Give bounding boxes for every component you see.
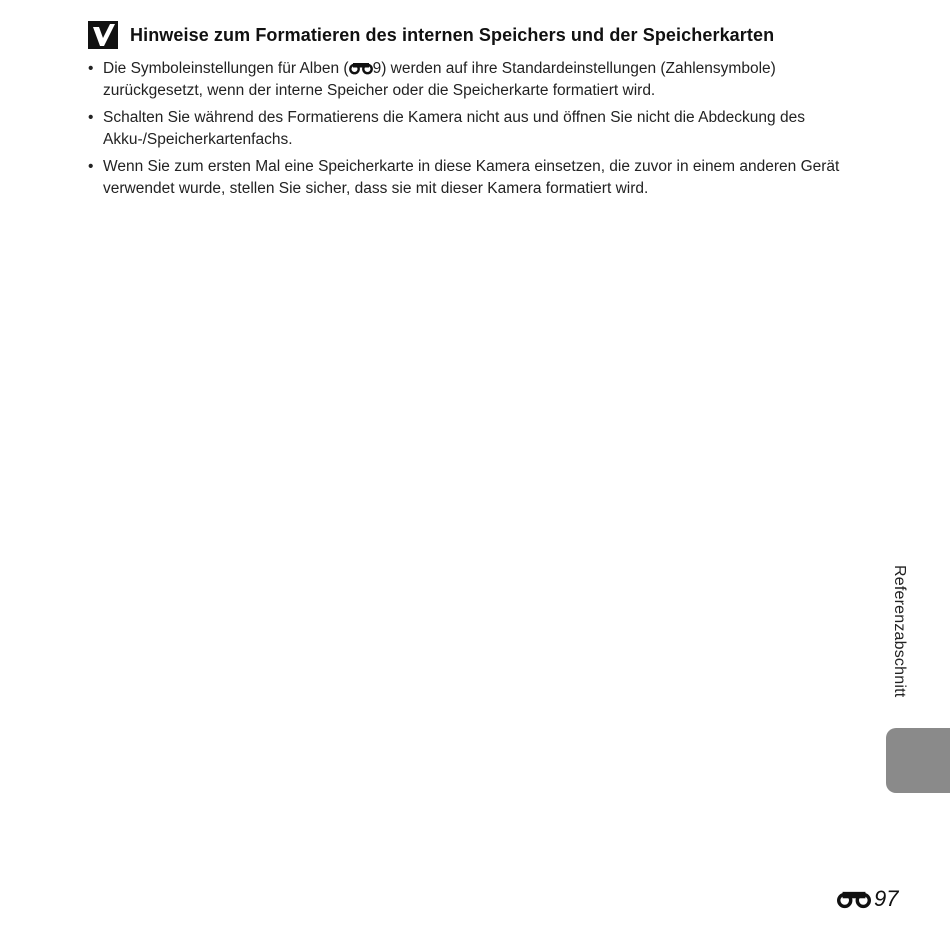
list-item bbox=[88, 58, 878, 102]
reference-section-icon[interactable] bbox=[349, 61, 373, 75]
page-number-value: 97 bbox=[874, 886, 899, 911]
bullet-text-before-ref: Die Symboleinstellungen für Alben ( bbox=[103, 60, 349, 77]
bullet-text: Wenn Sie zum ersten Mal eine Speicherkarte in diese Kamera einsetzen, die zuvor in einem anderen Gerät verwendet wurde, stellen Sie sicher, dass sie mit dieser Kamera formatiert wird. bbox=[103, 158, 840, 197]
note-block bbox=[88, 20, 878, 205]
page-number bbox=[836, 886, 898, 912]
section-tab[interactable] bbox=[886, 728, 950, 793]
list-item bbox=[88, 156, 878, 200]
note-header bbox=[88, 20, 878, 50]
bullet-text: Schalten Sie während des Formatierens die Kamera nicht aus und öffnen Sie nicht die Abdeckung des Akku-/Speicherkartenfachs. bbox=[103, 109, 805, 148]
caution-check-icon bbox=[88, 21, 118, 49]
list-item bbox=[88, 107, 878, 151]
section-side-label: Referenzabschnitt bbox=[891, 565, 908, 698]
bullet-list bbox=[88, 58, 878, 200]
note-title: Hinweise zum Formatieren des internen Speichers und der Speicherkarten bbox=[130, 24, 775, 45]
bullet-text-after-ref: ) werden auf ihre Standardeinstellungen (Zahlensymbole) zurückgesetzt, wenn der interne Speicher oder die Speicherkarte formatiert wird. bbox=[103, 60, 776, 99]
reference-section-icon bbox=[836, 889, 872, 909]
reference-page-link[interactable]: 9 bbox=[372, 60, 382, 77]
